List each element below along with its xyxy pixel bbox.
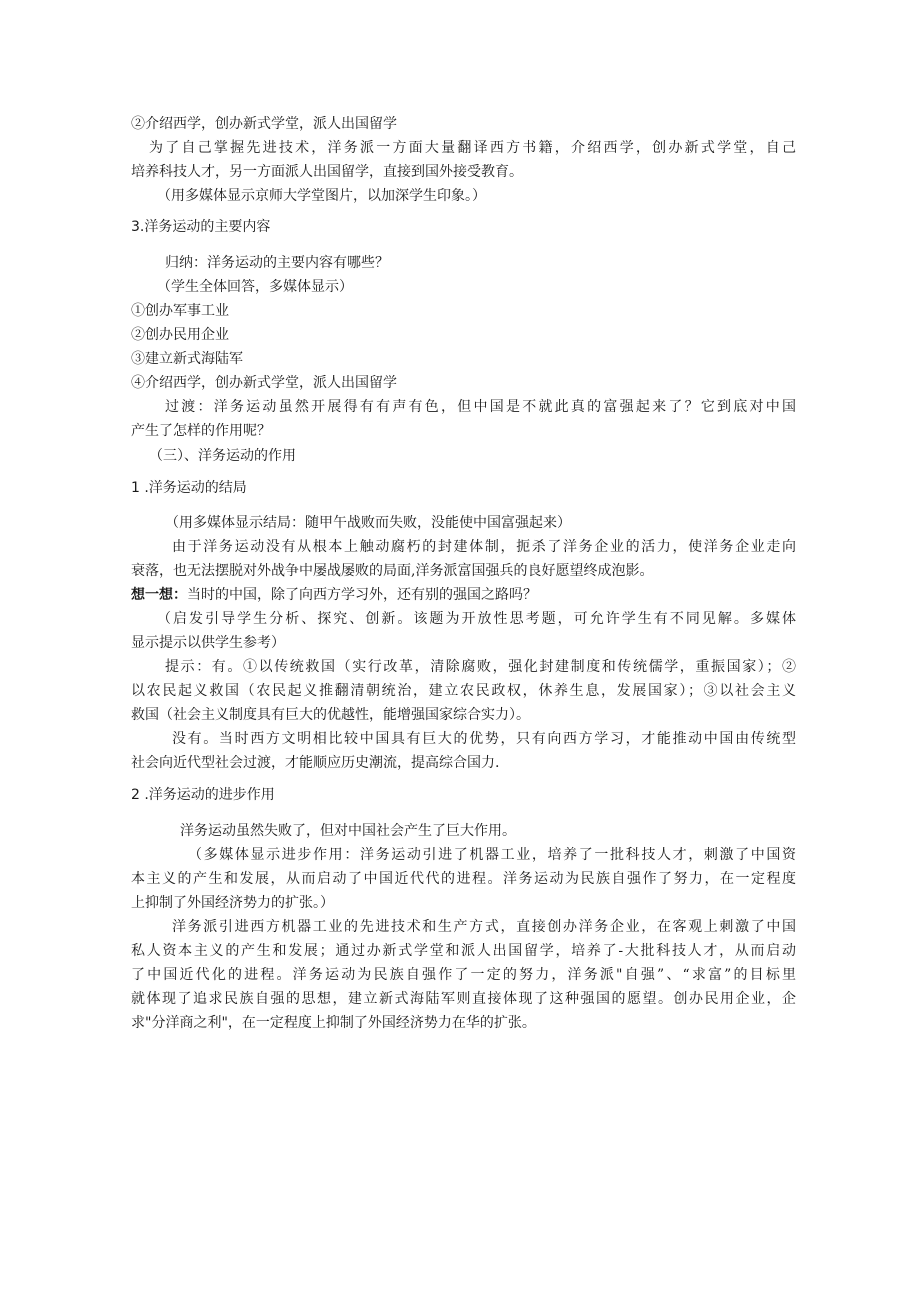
media-note: （用多媒体显示京师大学堂图片，以加深学生印象。） [157,188,486,204]
summary-question: 归纳：洋务运动的主要内容有哪些？ [165,255,389,271]
paragraph-line: 求"分洋商之利"，在一定程度上抑制了外国经济势力在华的扩张。 [131,1015,536,1031]
media-note: （用多媒体显示结局：随甲午战败而失败，没能使中国富强起来） [165,515,571,531]
paragraph-line: 由于洋务运动没有从根本上触动腐朽的封建体制，扼杀了洋务企业的活力，使洋务企业走向 [172,539,796,555]
paragraph-line: 本主义的产生和发展，从而启动了中国近代代的进程。洋务运动为民族自强作了努力，在一定程度 [131,871,796,887]
hint-line: 提示：有。①以传统救国（实行改革，清除腐败，强化封建制度和传统儒学，重振国家）；② [165,659,796,675]
paragraph-line: 了中国近代化的进程。洋务运动为民族自强作了一定的努力，洋务派"自强”、“求富”的目标里 [131,967,796,983]
paragraph-line: 为了自己掌握先进技术，洋务派一方面大量翻译西方书籍，介绍西学，创办新式学堂，自己 [149,140,796,156]
paragraph-line: （启发引导学生分析、探究、创新。该题为开放性思考题，可允许学生有不同见解。多媒体 [157,611,796,627]
paragraph-line: 显示提示以供学生参考） [131,635,285,651]
list-item: ①创办军事工业 [131,303,229,319]
paragraph-line: 洋务派引进西方机器工业的先进技术和生产方式，直接创办洋务企业，在客观上刺激了中国 [172,919,796,935]
paragraph-line: 上抑制了外国经济势力的扩张。） [131,895,334,911]
paragraph-line: 没有。当时西方文明相比较中国具有巨大的优势，只有向西方学习，才能推动中国由传统型 [172,731,796,747]
paragraph-line: 洋务运动虽然失败了，但对中国社会产生了巨大作用。 [180,823,516,839]
think-text: 当时的中国，除了向西方学习外，还有别的强国之路吗？ [187,587,537,603]
section-heading-main-content: 3.洋务运动的主要内容 [131,219,271,235]
paragraph-line: 社会向近代型社会过渡，才能顺应历史潮流，提高综合国力. [131,755,500,771]
list-item: ③建立新式海陆军 [131,351,243,367]
transition-line: 过渡：洋务运动虽然开展得有有声有色，但中国是不就此真的富强起来了？它到底对中国 [165,399,796,415]
paragraph-line: 衰落，也无法摆脱对外战争中屡战屡败的局面,洋务派富国强兵的良好愿望终成泡影。 [131,563,654,579]
paragraph-line: 就体现了追求民族自强的思想，建立新式海陆军则直接体现了这种强国的愿望。创办民用企业，企 [131,991,796,1007]
paragraph-line: 产生了怎样的作用呢？ [131,423,271,439]
paragraph-line: 救国（社会主义制度具有巨大的优越性，能增强国家综合实力）。 [131,707,530,723]
think-question [131,585,796,605]
think-label: 想一想： [131,587,187,603]
media-note: （学生全体回答，多媒体显示） [157,279,353,295]
paragraph-line: 以农民起义救国（农民起义推翻清朝统治，建立农民政权，休养生息，发展国家）；③以社会主义 [131,683,796,699]
paragraph-line: 培养科技人才，另一方面派人出国留学，直接到国外接受教育。 [131,164,523,180]
list-item: ④介绍西学，创办新式学堂，派人出国留学 [131,375,397,391]
paragraph-line: 私人资本主义的产生和发展；通过办新式学堂和派人出国留学，培养了-大批科技人才，从而启动 [131,943,796,959]
list-item-western-learning: ②介绍西学，创办新式学堂，派人出国留学 [131,116,397,132]
subsection-heading-outcome: 1 .洋务运动的结局 [131,480,247,496]
media-note: （多媒体显示进步作用：洋务运动引进了机器工业，培养了一批科技人才，刺激了中国资 [188,847,796,863]
subsection-heading-progress: 2 .洋务运动的进步作用 [131,787,275,803]
list-item: ②创办民用企业 [131,327,229,343]
section-heading-effects: （三）、洋务运动的作用 [149,448,296,464]
